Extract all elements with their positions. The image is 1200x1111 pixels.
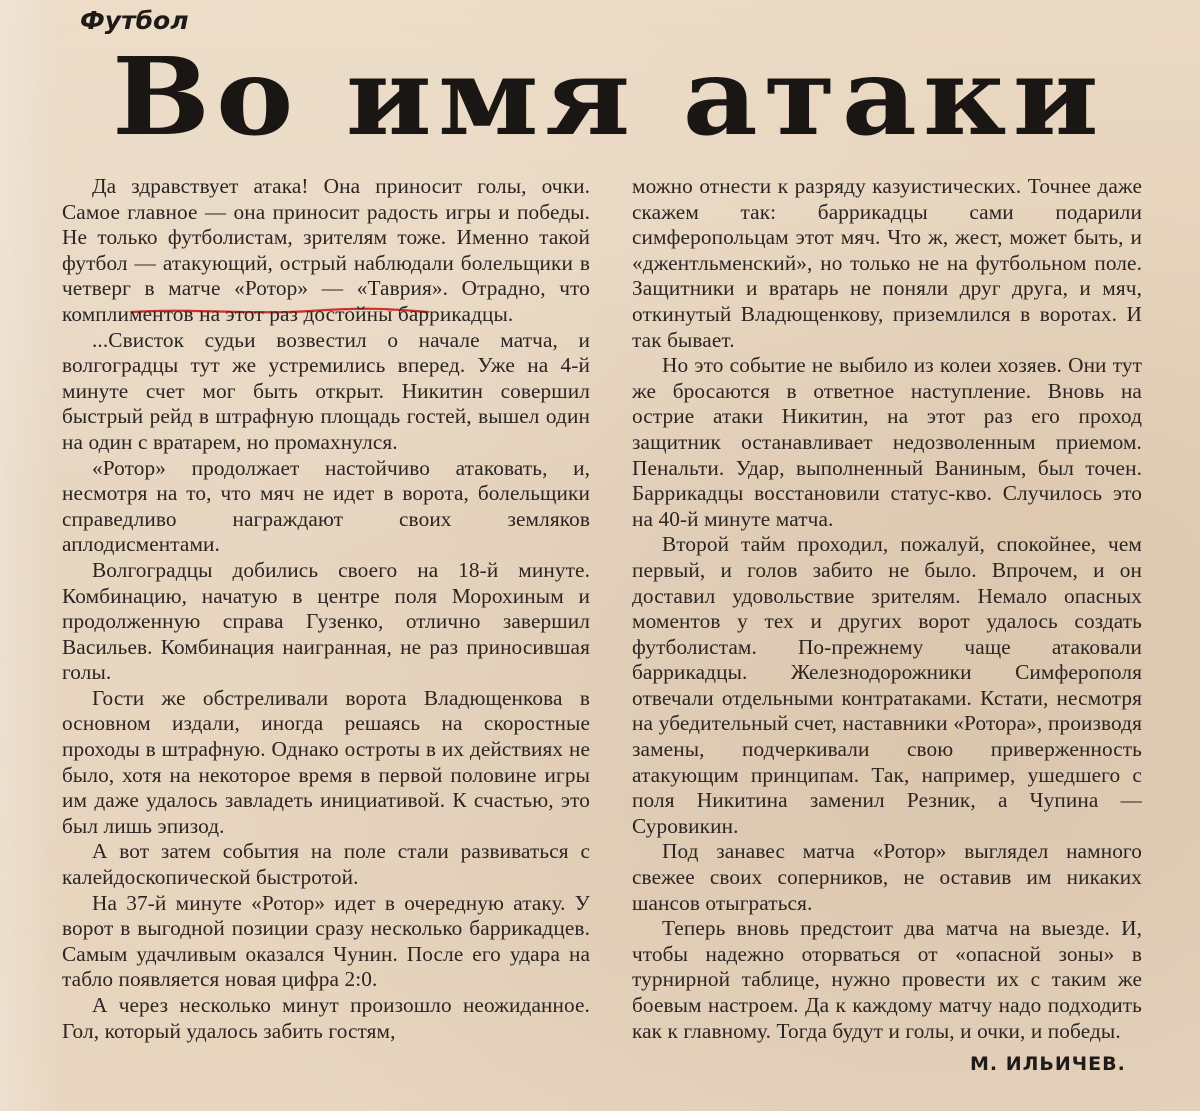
article-headline: Во имя атаки [112, 34, 1105, 160]
paragraph-outlook: Теперь вновь предстоит два матча на выезде. И, чтобы надежно оторваться от «опасной зоны» в турнирной таблице, нужно провести их с таким же боевым настроем. Да к каждому матчу надо подходить как к главному. Тогда будут и голы, и очки, и победы. [632, 916, 1142, 1043]
author-signature: М. ИЛЬИЧЕВ. [970, 1053, 1126, 1075]
paragraph-intro: Да здравствует атака! Она приносит голы, очки. Самое главное — она приносит радость игры и победы. Не только футболистам, зрителям тоже. Именно такой футбол — атакующий, острый наблюдали болельщики в четверг в матче «Ротор» — «Таврия». Отрадно, что комплиментов на этот раз достойны баррикадцы. [62, 174, 590, 326]
paragraph-rotor-attacks: «Ротор» продолжает настойчиво атаковать, и, несмотря на то, что мяч не идет в ворота, болельщики справедливо награждают своих земляков аплодисментами. [62, 455, 590, 557]
paragraph-penalty: Но это событие не выбило из колеи хозяев. Они тут же бросаются в ответное наступление. Вновь на острие атаки Никитин, на этот раз его проход защитник останавливает недозволенным приемом. Пенальти. Удар, выполненный Ваниным, был точен. Баррикадцы восстановили статус-кво. Случилось это на 40-й минуте матча. [632, 353, 1142, 531]
paragraph-unexpected: А через несколько минут произошло неожиданное. Гол, который удалось забить гостям, [62, 993, 590, 1043]
paper-edge-highlight [0, 0, 60, 1111]
paragraph-second-half: Второй тайм проходил, пожалуй, спокойнее, чем первый, и голов забито не было. Впрочем, и он доставил удовольствие зрителям. Немало опасных моментов у тех и других ворот удалось создать футболистам. По-прежнему чаще атаковали баррикадцы. Железнодорожники Симферополя отвечали отдельными контратаками. Кстати, несмотря на убедительный счет, наставники «Ротора», производя замены, подчеркивали свою приверженность атакующим принципам. Так, например, ушедшего с поля Никитина заменил Резник, а Чупина — Суровикин. [632, 532, 1142, 838]
article-column-left [62, 174, 590, 1044]
paragraph-kickoff: ...Свисток судьи возвестил о начале матча, и волгоградцы тут же устремились вперед. Уже на 4-й минуте счет мог быть открыт. Никитин совершил быстрый рейд в штрафную площадь гостей, вышел один на один с вратарем, но промахнулся. [62, 327, 590, 454]
paragraph-finale: Под занавес матча «Ротор» выглядел намного свежее своих соперников, не оставив им никаких шансов отыграться. [632, 839, 1142, 915]
paragraph-events: А вот затем события на поле стали развиваться с калейдоскопической быстротой. [62, 839, 590, 890]
paragraph-continuation: можно отнести к разряду казуистических. Точнее даже скажем так: баррикадцы сами подарили симферопольцам этот мяч. Что ж, жест, может быть, и «джентльменский», но только не на футбольном поле. Защитники и вратарь не поняли друг друга, и мяч, откинутый Владющенкову, приземлился в воротах. И так бывает. [632, 174, 1142, 352]
paragraph-second-goal: На 37-й минуте «Ротор» идет в очередную атаку. У ворот в выгодной позиции сразу несколько баррикадцев. Самым удачливым оказался Чунин. После его удара на табло появляется новая цифра 2:0. [62, 890, 590, 992]
paragraph-first-goal: Волгоградцы добились своего на 18-й минуте. Комбинацию, начатую в центре поля Морохиным и продолженную справа Гузенко, отлично завершил Васильев. Комбинация наигранная, не раз приносившая голы. [62, 557, 590, 685]
paragraph-guests: Гости же обстреливали ворота Владющенкова в основном издали, иногда решаясь на скоростные проходы в штрафную. Однако остроты в их действиях не было, хотя на некоторое время в первой половине игры им даже удалось завладеть инициативой. К счастью, это был лишь эпизод. [62, 685, 590, 838]
section-rubric: Футбол [80, 6, 189, 35]
article-column-right [632, 174, 1142, 1044]
